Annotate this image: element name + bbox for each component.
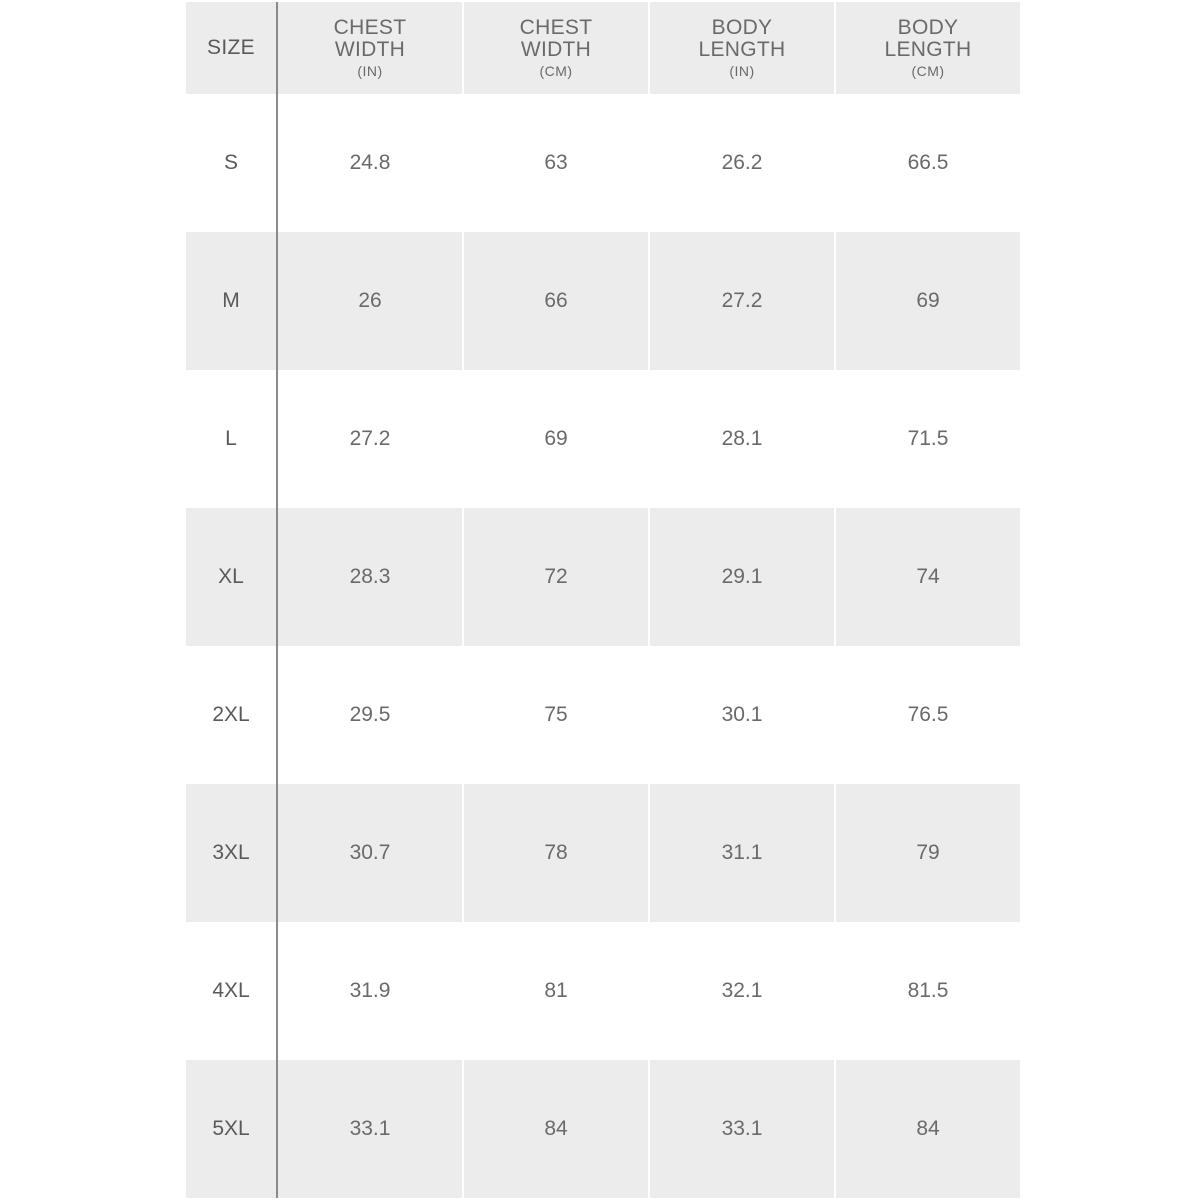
header-body-length-in-line2: LENGTH bbox=[698, 38, 786, 62]
chest-width-in-cell: 24.8 bbox=[278, 94, 462, 232]
body-length-cm-cell: 69 bbox=[836, 232, 1020, 370]
size-chart-table bbox=[186, 2, 1014, 1198]
chest-width-in-cell: 26 bbox=[278, 232, 462, 370]
chest-width-in-cell: 30.7 bbox=[278, 784, 462, 922]
chest-width-cm-cell: 72 bbox=[464, 508, 648, 646]
header-body-length-in-unit: (IN) bbox=[729, 63, 755, 80]
header-body-length-cm-line1: BODY bbox=[897, 16, 959, 40]
header-chest-width-in bbox=[278, 2, 462, 94]
body-length-in-cell: 31.1 bbox=[650, 784, 834, 922]
body-length-in-cell: 32.1 bbox=[650, 922, 834, 1060]
header-body-length-cm-unit: (CM) bbox=[911, 63, 945, 80]
chest-width-cm-cell: 75 bbox=[464, 646, 648, 784]
chest-width-cm-cell: 84 bbox=[464, 1060, 648, 1198]
header-size-label: SIZE bbox=[207, 35, 255, 59]
header-chest-width-in-line2: WIDTH bbox=[334, 38, 406, 62]
header-chest-width-cm-line1: CHEST bbox=[519, 16, 593, 40]
size-cell: 4XL bbox=[186, 922, 278, 1060]
chest-width-cm-cell: 69 bbox=[464, 370, 648, 508]
body-length-in-cell: 26.2 bbox=[650, 94, 834, 232]
header-body-length-cm-line2: LENGTH bbox=[884, 38, 972, 62]
header-body-length-cm bbox=[836, 2, 1020, 94]
body-length-cm-cell: 79 bbox=[836, 784, 1020, 922]
chest-width-cm-cell: 81 bbox=[464, 922, 648, 1060]
header-chest-width-in-unit: (IN) bbox=[357, 63, 383, 80]
size-cell: 3XL bbox=[186, 784, 278, 922]
chest-width-in-cell: 28.3 bbox=[278, 508, 462, 646]
header-chest-width-cm-unit: (CM) bbox=[539, 63, 573, 80]
chest-width-cm-cell: 63 bbox=[464, 94, 648, 232]
header-chest-width-in-line1: CHEST bbox=[333, 16, 407, 40]
chest-width-in-cell: 27.2 bbox=[278, 370, 462, 508]
size-cell: 2XL bbox=[186, 646, 278, 784]
body-length-cm-cell: 76.5 bbox=[836, 646, 1020, 784]
header-chest-width-cm-line2: WIDTH bbox=[520, 38, 592, 62]
size-cell: XL bbox=[186, 508, 278, 646]
size-cell: L bbox=[186, 370, 278, 508]
body-length-in-cell: 33.1 bbox=[650, 1060, 834, 1198]
size-cell: M bbox=[186, 232, 278, 370]
body-length-cm-cell: 81.5 bbox=[836, 922, 1020, 1060]
body-length-cm-cell: 74 bbox=[836, 508, 1020, 646]
body-length-in-cell: 30.1 bbox=[650, 646, 834, 784]
header-body-length-in-line1: BODY bbox=[711, 16, 773, 40]
header-chest-width-cm bbox=[464, 2, 648, 94]
body-length-cm-cell: 71.5 bbox=[836, 370, 1020, 508]
chest-width-cm-cell: 78 bbox=[464, 784, 648, 922]
chest-width-in-cell: 31.9 bbox=[278, 922, 462, 1060]
size-cell: S bbox=[186, 94, 278, 232]
body-length-cm-cell: 66.5 bbox=[836, 94, 1020, 232]
body-length-in-cell: 28.1 bbox=[650, 370, 834, 508]
body-length-in-cell: 27.2 bbox=[650, 232, 834, 370]
header-body-length-in bbox=[650, 2, 834, 94]
body-length-in-cell: 29.1 bbox=[650, 508, 834, 646]
chest-width-in-cell: 29.5 bbox=[278, 646, 462, 784]
chest-width-in-cell: 33.1 bbox=[278, 1060, 462, 1198]
header-size bbox=[186, 2, 278, 94]
size-cell: 5XL bbox=[186, 1060, 278, 1198]
body-length-cm-cell: 84 bbox=[836, 1060, 1020, 1198]
chest-width-cm-cell: 66 bbox=[464, 232, 648, 370]
